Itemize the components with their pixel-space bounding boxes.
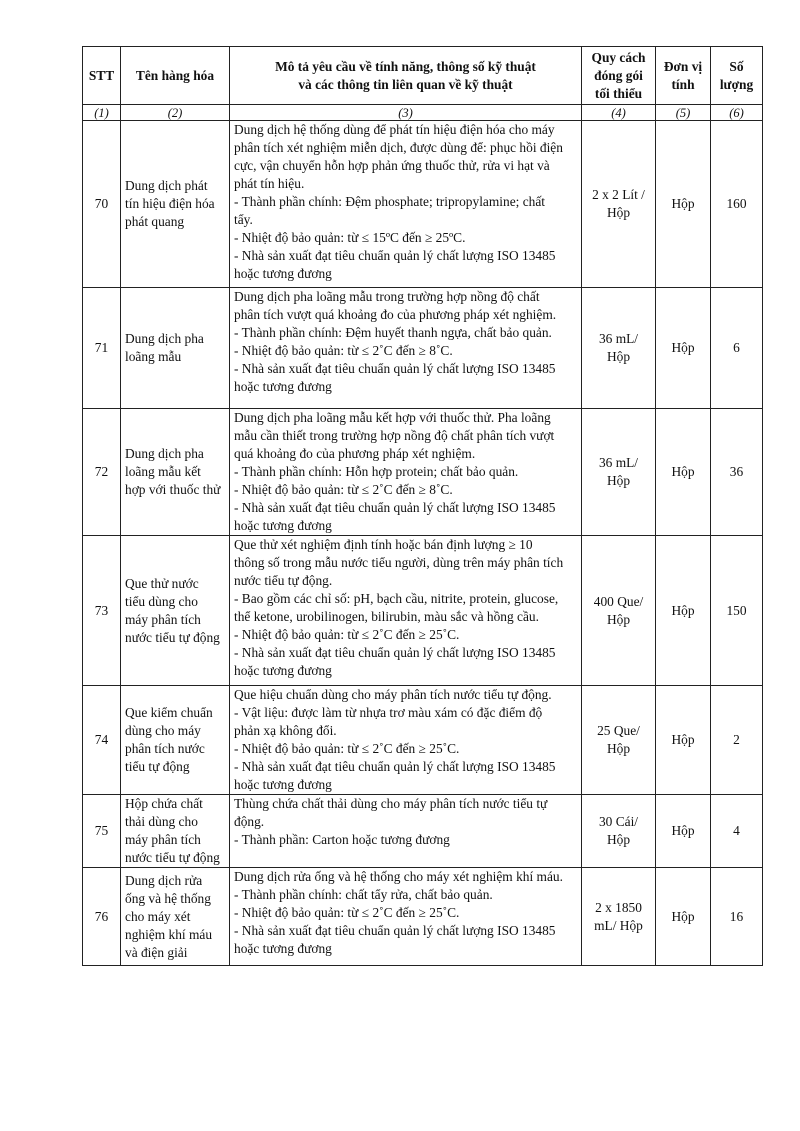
table-body: [83, 121, 763, 966]
row-number: 72: [83, 409, 121, 536]
item-packaging: [582, 795, 656, 868]
item-name-line: hợp với thuốc thử: [125, 482, 221, 497]
header-unit-line: Đơn vị: [663, 58, 703, 74]
item-description: [230, 868, 582, 966]
item-unit: Hộp: [656, 795, 711, 868]
table-row: [83, 536, 763, 686]
item-description-line: phân tích xét nghiệm miễn dịch, được dùng để: phục hồi điện: [234, 140, 563, 155]
item-name-line: loãng mẫu kết: [125, 464, 201, 479]
item-name-line: và điện giải: [125, 944, 188, 960]
item-description-line: thông số trong mẫu nước tiểu người, dùng trên máy phân tích: [234, 555, 564, 570]
item-description-line: - Nhà sản xuất đạt tiêu chuẩn quản lý chất lượng ISO 13485: [234, 759, 556, 774]
item-packaging: [582, 288, 656, 409]
item-description-line: - Nhà sản xuất đạt tiêu chuẩn quản lý chất lượng ISO 13485: [234, 248, 556, 263]
item-packaging-line: 36 mL/ Hộp: [598, 331, 639, 364]
item-quantity: 2: [711, 686, 763, 795]
item-description-line: Que thử xét nghiệm định tính hoặc bán định lượng ≥ 10: [234, 537, 533, 552]
item-description-line: - Thành phần chính: chất tẩy rửa, chất bảo quản.: [234, 887, 493, 902]
item-description-line: - Nhà sản xuất đạt tiêu chuẩn quản lý chất lượng ISO 13485: [234, 361, 556, 376]
item-packaging-line: 2 x 2 Lít /: [592, 187, 645, 202]
item-packaging: [582, 686, 656, 795]
row-number: 73: [83, 536, 121, 686]
item-description-line: - Nhiệt độ bảo quản: từ ≤ 2˚C đến ≥ 25˚C.: [234, 741, 460, 756]
item-description-line: hoặc tương đương: [234, 379, 332, 394]
item-description-line: phản xạ không đổi.: [234, 723, 337, 738]
item-description-line: nước tiểu tự động.: [234, 573, 333, 588]
row-number: 71: [83, 288, 121, 409]
item-packaging-line: 30 Cái/ Hộp: [598, 814, 639, 847]
header-packaging-line: tối thiểu: [594, 85, 643, 101]
item-packaging-line: 400 Que/: [593, 593, 644, 609]
item-unit: Hộp: [656, 121, 711, 288]
item-description-line: động.: [234, 814, 265, 829]
item-description: [230, 121, 582, 288]
item-name: [121, 121, 230, 288]
header-packaging-line: Quy cách: [591, 49, 646, 65]
item-name-line: Dung dịch pha: [125, 331, 204, 346]
column-number: (5): [656, 105, 711, 121]
column-number: (1): [83, 105, 121, 121]
item-description-line: - Nhiệt độ bảo quản: từ ≤ 2˚C đến ≥ 25˚C.: [234, 627, 460, 642]
item-description-line: hoặc tương đương: [234, 518, 332, 533]
item-name-line: Hộp chứa chất: [125, 796, 203, 811]
item-description: [230, 288, 582, 409]
item-name-line: máy phân tích: [125, 832, 201, 847]
spec-table: [82, 46, 763, 966]
row-number: 74: [83, 686, 121, 795]
item-name-line: nước tiểu tự động: [125, 629, 220, 645]
item-unit: Hộp: [656, 409, 711, 536]
item-quantity: 16: [711, 868, 763, 966]
item-packaging-line: 25 Que/: [597, 723, 640, 738]
item-name-line: cho máy xét: [125, 908, 191, 924]
item-description-line: Dung dịch hệ thống dùng để phát tín hiệu điện hóa cho máy: [234, 122, 555, 137]
item-unit: Hộp: [656, 536, 711, 686]
item-quantity: 160: [711, 121, 763, 288]
item-description-line: Dung dịch pha loãng mẫu trong trường hợp nồng độ chất: [234, 289, 540, 304]
header-packaging: [582, 47, 656, 105]
item-description-line: Dung dịch pha loãng mẫu kết hợp với thuốc thử. Pha loãng: [234, 410, 551, 425]
item-name-line: phát quang: [125, 214, 185, 229]
item-name-line: máy phân tích: [125, 611, 201, 627]
item-description-line: - Nhiệt độ bảo quản: từ ≤ 2˚C đến ≥ 8˚C.: [234, 343, 453, 358]
item-quantity: 6: [711, 288, 763, 409]
item-description-line: Thùng chứa chất thải dùng cho máy phân tích nước tiểu tự: [234, 796, 548, 811]
item-description-line: Dung dịch rửa ống và hệ thống cho máy xét nghiệm khí máu.: [234, 869, 563, 884]
table-row: [83, 795, 763, 868]
item-name-line: Dung dịch pha: [125, 446, 204, 461]
header-packaging-line: đóng gói: [594, 67, 643, 83]
column-number: (2): [121, 105, 230, 121]
item-name: [121, 795, 230, 868]
item-description-line: - Thành phần chính: Đệm huyết thanh ngựa, chất bảo quản.: [234, 325, 552, 340]
item-packaging-line: Hộp: [606, 741, 631, 756]
item-description-line: - Thành phần chính: Hỗn hợp protein; chất bảo quản.: [234, 464, 519, 479]
item-description-line: cực, vận chuyển hỗn hợp phản ứng thuốc thử, rửa vi hạt và: [234, 158, 550, 173]
header-row: [83, 47, 763, 105]
item-unit: Hộp: [656, 868, 711, 966]
item-description-line: - Vật liệu: được làm từ nhựa trơ màu xám có đặc điểm độ: [234, 705, 543, 720]
item-description-line: phân tích vượt quá khoảng đo của phương pháp xét nghiệm.: [234, 307, 557, 322]
item-name: [121, 409, 230, 536]
column-number: (3): [230, 105, 582, 121]
item-name: [121, 868, 230, 966]
item-name-line: tín hiệu điện hóa: [125, 196, 215, 211]
table-row: [83, 288, 763, 409]
row-number: 75: [83, 795, 121, 868]
header-quantity-line: Số: [729, 58, 744, 74]
item-description-line: mẫu cần thiết trong trường hợp nồng độ chất phân tích vượt: [234, 428, 555, 443]
item-description-line: hoặc tương đương: [234, 777, 332, 792]
header-quantity: [711, 47, 763, 105]
item-description-line: - Nhiệt độ bảo quản: từ ≤ 2˚C đến ≥ 25˚C.: [234, 905, 460, 920]
item-description-line: tẩy.: [234, 212, 253, 227]
table-row: [83, 409, 763, 536]
item-quantity: 150: [711, 536, 763, 686]
item-name-line: nước tiểu tự động: [125, 850, 220, 865]
item-quantity: 36: [711, 409, 763, 536]
item-description-line: - Thành phần: Carton hoặc tương đương: [234, 832, 450, 847]
item-name-line: ống và hệ thống: [125, 890, 211, 906]
item-description-line: Que hiệu chuẩn dùng cho máy phân tích nước tiểu tự động.: [234, 687, 552, 702]
header-description-line: và các thông tin liên quan về kỹ thuật: [298, 76, 513, 92]
row-number: 76: [83, 868, 121, 966]
item-packaging-line: 2 x 1850: [595, 899, 642, 915]
item-packaging: [582, 868, 656, 966]
item-name-line: Dung dịch rửa: [125, 872, 203, 888]
item-description: [230, 536, 582, 686]
column-number: (6): [711, 105, 763, 121]
item-description-line: - Bao gồm các chỉ số: pH, bạch cầu, nitrite, protein, glucose,: [234, 591, 559, 606]
item-name: [121, 536, 230, 686]
item-name-line: nghiệm khí máu: [125, 926, 213, 942]
item-unit: Hộp: [656, 686, 711, 795]
item-description-line: quá khoảng đo của phương pháp xét nghiệm.: [234, 446, 476, 461]
table-row: [83, 868, 763, 966]
item-packaging: [582, 536, 656, 686]
item-packaging: [582, 409, 656, 536]
table-row: [83, 121, 763, 288]
item-name-line: phân tích nước: [125, 741, 205, 756]
column-number-row: [83, 105, 763, 121]
item-description: [230, 686, 582, 795]
item-quantity: 4: [711, 795, 763, 868]
item-description-line: - Nhà sản xuất đạt tiêu chuẩn quản lý chất lượng ISO 13485: [234, 923, 556, 938]
item-description-line: - Nhiệt độ bảo quản: từ ≤ 2˚C đến ≥ 8˚C.: [234, 482, 453, 497]
item-name-line: tiểu tự động: [125, 759, 190, 774]
item-name-line: Que kiểm chuẩn: [125, 705, 213, 720]
column-number: (4): [582, 105, 656, 121]
row-number: 70: [83, 121, 121, 288]
header-description: [230, 47, 582, 105]
item-description-line: - Nhiệt độ bảo quản: từ ≤ 15ºC đến ≥ 25ºC.: [234, 230, 466, 245]
table-row: [83, 686, 763, 795]
item-name-line: Que thử nước: [125, 575, 199, 591]
item-name-line: tiểu dùng cho: [125, 593, 198, 609]
header-description-line: Mô tả yêu cầu về tính năng, thông số kỹ thuật: [275, 58, 536, 74]
item-description-line: - Nhà sản xuất đạt tiêu chuẩn quản lý chất lượng ISO 13485: [234, 500, 556, 515]
item-name: [121, 288, 230, 409]
item-packaging-line: Hộp: [606, 205, 631, 220]
header-stt: STT: [83, 47, 121, 105]
item-name-line: loãng mẫu: [125, 349, 182, 364]
item-description-line: hoặc tương đương: [234, 663, 332, 678]
item-packaging-line: Hộp: [606, 611, 631, 627]
item-packaging-line: 36 mL/ Hộp: [598, 455, 639, 488]
item-name: [121, 686, 230, 795]
item-description-line: - Nhà sản xuất đạt tiêu chuẩn quản lý chất lượng ISO 13485: [234, 645, 556, 660]
item-description-line: hoặc tương đương: [234, 266, 332, 281]
header-quantity-line: lượng: [719, 76, 754, 92]
header-unit-line: tính: [671, 76, 695, 92]
item-name-line: thải dùng cho: [125, 814, 198, 829]
item-description: [230, 795, 582, 868]
item-description-line: phát tín hiệu.: [234, 176, 305, 191]
header-name: Tên hàng hóa: [121, 47, 230, 105]
item-unit: Hộp: [656, 288, 711, 409]
item-description: [230, 409, 582, 536]
item-description-line: - Thành phần chính: Đệm phosphate; tripropylamine; chất: [234, 194, 546, 209]
item-packaging: [582, 121, 656, 288]
item-name-line: dùng cho máy: [125, 723, 201, 738]
header-unit: [656, 47, 711, 105]
item-description-line: hoặc tương đương: [234, 941, 332, 956]
item-packaging-line: mL/ Hộp: [594, 917, 643, 933]
item-description-line: thể ketone, urobilinogen, bilirubin, màu sắc và hồng cầu.: [234, 609, 539, 624]
item-name-line: Dung dịch phát: [125, 178, 208, 193]
